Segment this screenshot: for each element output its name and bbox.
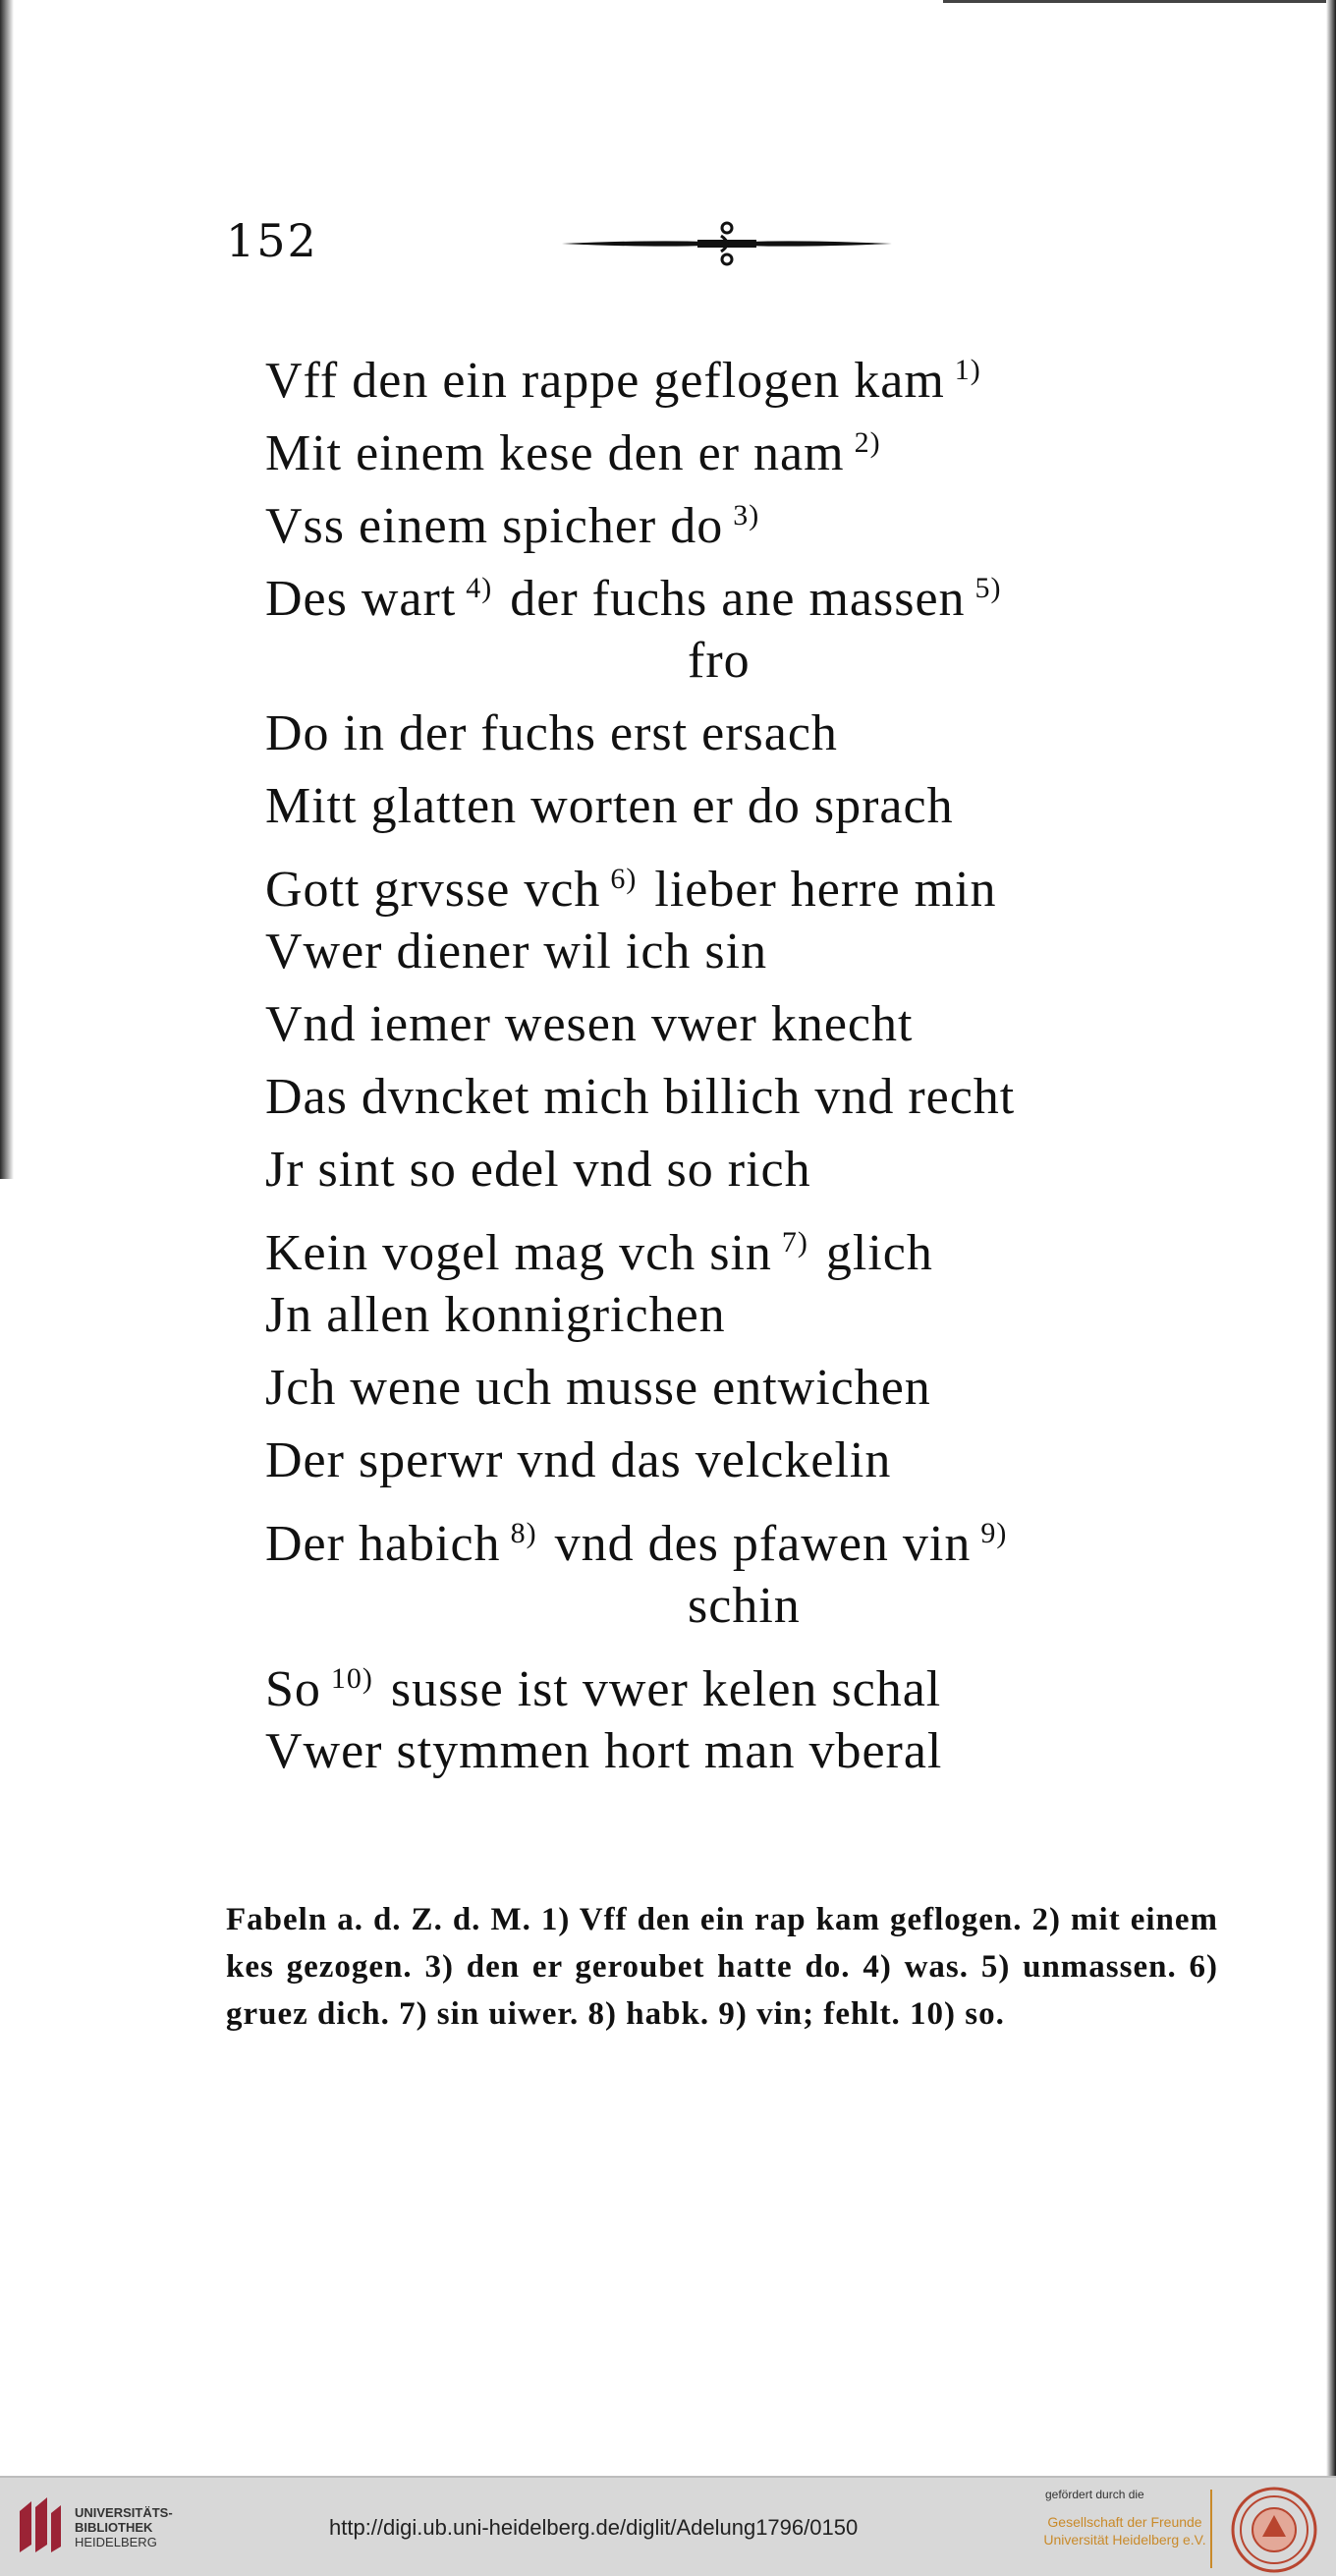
verse-line [265,479,1257,552]
verse-text: Vss einem spicher do [265,498,724,554]
university-library-logo-icon [12,2492,67,2560]
verse-text: Der sperwr vnd das velckelin [265,1432,892,1488]
verse-text: Mitt glatten worten er do sprach [265,778,954,834]
verse-line-continuation [265,1570,1257,1643]
footnote-reference: 5) [974,572,1002,604]
verse-text: fro [688,633,751,689]
verse-line [265,552,1257,625]
verse-text: Jr sint so edel vnd so rich [265,1142,811,1198]
ornament-divider-icon [560,214,894,273]
verse-line [265,770,1257,843]
verse-line [265,1206,1257,1279]
page-edge-shadow-left [0,0,14,1179]
verse-line [265,1134,1257,1206]
footnote-reference: 8) [510,1517,537,1549]
verse-line [265,916,1257,988]
permalink-url[interactable]: http://digi.ub.uni-heidelberg.de/diglit/Adelung1796/0150 [329,2515,859,2540]
verse-text: Gott grvsse vch [265,862,601,918]
verse-text-after-note: vnd des pfawen vin [554,1516,972,1572]
verse-line [265,1497,1257,1570]
verse-text: Jch wene uch musse entwichen [265,1360,931,1416]
library-name [75,2505,173,2549]
verse-text-after-note: susse ist vwer kelen schal [390,1661,942,1717]
footnote-reference: 6) [610,863,638,895]
verse-text-after-note: der fuchs ane massen [510,571,966,627]
library-name-line3: HEIDELBERG [75,2535,157,2549]
verse-text: Mit einem kese den er nam [265,425,845,481]
page-number: 152 [226,214,318,267]
page-edge-shadow-right [1326,0,1336,2476]
footnote-reference: 1) [954,354,981,386]
verse-line-continuation [265,625,1257,698]
verse-text: Vnd iemer wesen vwer knecht [265,996,914,1052]
verse-text: Vff den ein rappe geflogen kam [265,353,945,409]
verse-text: Das dvncket mich billich vnd recht [265,1069,1016,1125]
verse-text: Vwer stymmen hort man vberal [265,1723,943,1779]
verse-text: Des wart [265,571,457,627]
verse-line [265,1643,1257,1715]
footnote-reference: 4) [466,572,493,604]
verse-line [265,698,1257,770]
footnote-reference: 9) [980,1517,1008,1549]
verse-line [265,407,1257,479]
verse-block [265,334,1257,1788]
digitization-footer [0,2476,1336,2576]
library-name-line2: BIBLIOTHEK [75,2520,153,2535]
university-seal-icon [1230,2486,1318,2574]
verse-line [265,1279,1257,1352]
verse-line [265,988,1257,1061]
footnotes: Fabeln a. d. Z. d. M. 1) Vff den ein rap kam geflogen. 2) mit einem kes gezogen. 3) den er geroubet hatte do. 4) was. 5) unmassen. 6) gruez dich. 7) sin uiwer. 8) habk. 9) vin; fehlt. 10) so. [226,1902,1218,2032]
verse-text-after-note: glich [825,1225,933,1281]
verse-text: Kein vogel mag vch sin [265,1225,772,1281]
sponsor-divider [1210,2490,1212,2568]
footnote-reference: 7) [781,1226,808,1259]
verse-line [265,1715,1257,1788]
library-name-line1: UNIVERSITÄTS- [75,2505,173,2520]
verse-text: Do in der fuchs erst ersach [265,705,838,761]
verse-line [265,1352,1257,1425]
verse-text: Der habich [265,1516,501,1572]
footnote-reference: 3) [733,499,760,532]
footnote-reference: 10) [330,1662,373,1695]
verse-text: Jn allen konnigrichen [265,1287,726,1343]
sponsor-name-line2: Universität Heidelberg e.V. [1043,2532,1206,2548]
verse-line [265,334,1257,407]
sponsor-block [1031,2488,1218,2548]
page-edge-top [943,0,1336,3]
verse-line [265,1061,1257,1134]
verse-line [265,843,1257,916]
verse-text: So [265,1661,321,1717]
sponsor-name-line1: Gesellschaft der Freunde [1047,2514,1202,2530]
verse-text-after-note: lieber herre min [654,862,997,918]
verse-text: schin [688,1578,801,1634]
footnote-reference: 2) [854,426,881,459]
verse-text: Vwer diener wil ich sin [265,924,768,980]
verse-line [265,1425,1257,1497]
sponsor-note: gefördert durch die [1045,2488,1144,2501]
